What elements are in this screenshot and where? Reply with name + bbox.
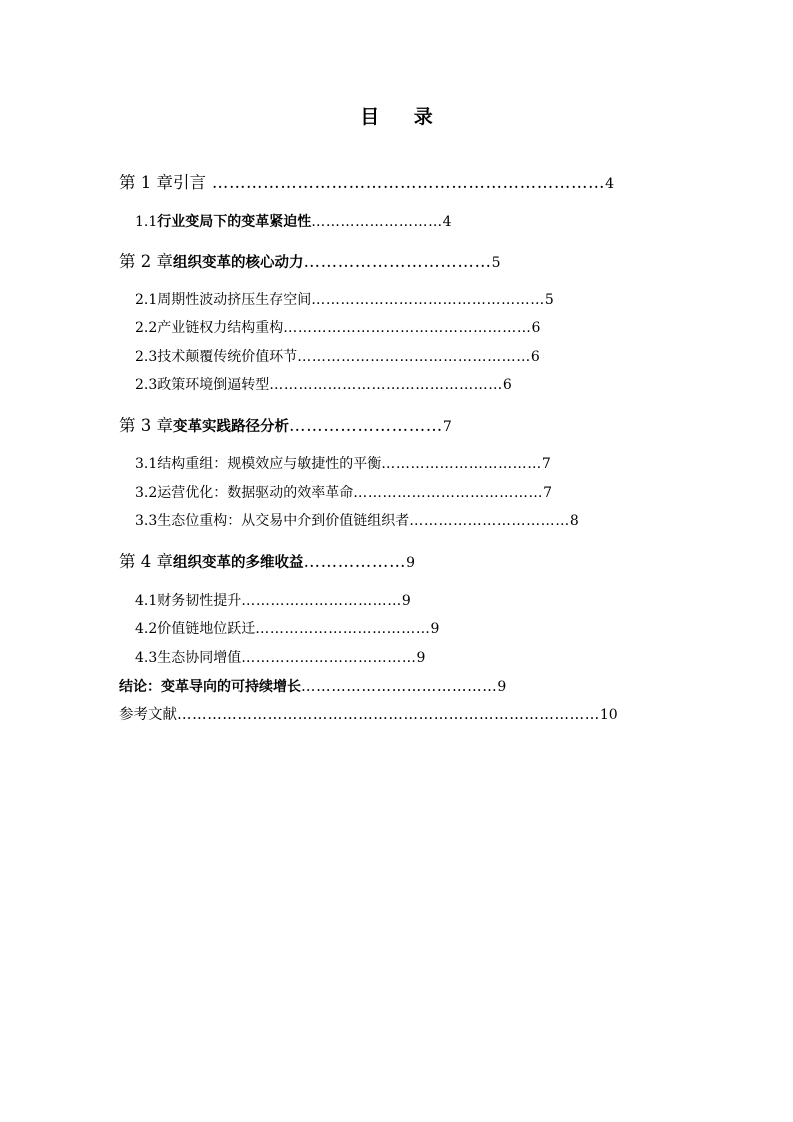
toc-page-number: 7 bbox=[442, 419, 452, 435]
toc-title: 引言 bbox=[173, 173, 206, 192]
toc-page-number: 4 bbox=[605, 176, 615, 192]
toc-leader: …………………………… bbox=[303, 252, 492, 271]
toc-title: 变革实践路径分析 bbox=[173, 418, 289, 435]
toc-number: 3.1 bbox=[135, 456, 158, 472]
toc-page-number: 9 bbox=[497, 679, 507, 695]
toc-page-number: 6 bbox=[531, 320, 541, 336]
toc-leader: ……………………………… bbox=[241, 650, 417, 666]
toc-entry[interactable] bbox=[135, 288, 554, 312]
toc-entry[interactable] bbox=[119, 414, 452, 439]
toc-leader: ………………………………………… bbox=[311, 292, 545, 308]
toc-entry[interactable] bbox=[135, 646, 425, 670]
toc-page-number: 4 bbox=[442, 214, 452, 230]
toc-leader: …………………………… bbox=[409, 513, 570, 529]
toc-entry[interactable] bbox=[135, 316, 540, 340]
toc-title: 产业链权力结构重构 bbox=[157, 320, 284, 336]
toc-leader: ……………… bbox=[303, 552, 407, 571]
toc-entry[interactable] bbox=[135, 589, 411, 613]
toc-page-number: 9 bbox=[406, 555, 416, 571]
toc-title: 运营优化：数据驱动的效率革命 bbox=[157, 485, 354, 501]
toc-entry[interactable] bbox=[135, 617, 439, 641]
toc-entry[interactable] bbox=[135, 481, 552, 505]
toc-leader: ………………………………… bbox=[301, 679, 498, 695]
toc-leader: ……………………………… bbox=[255, 621, 431, 637]
toc-leader: ………………………………… bbox=[353, 485, 544, 501]
toc-leader: …………………………………………………………… bbox=[206, 173, 606, 192]
toc-title: 组织变革的核心动力 bbox=[173, 254, 304, 271]
toc-number: 2.3 bbox=[135, 377, 158, 393]
toc-page-number: 6 bbox=[502, 377, 512, 393]
toc-title: 技术颠覆传统价值环节 bbox=[157, 349, 298, 365]
toc-title: 结构重组：规模效应与敏捷性的平衡 bbox=[157, 456, 382, 472]
toc-title: 政策环境倒逼转型 bbox=[157, 377, 270, 393]
toc-title: 组织变革的多维收益 bbox=[173, 554, 304, 571]
toc-number: 2.3 bbox=[135, 349, 158, 365]
toc-page-number: 8 bbox=[569, 513, 579, 529]
toc-title: 结论：变革导向的可持续增长 bbox=[119, 679, 301, 695]
toc-leader: ………………………………………… bbox=[269, 377, 503, 393]
toc-leader: ………………………………………… bbox=[297, 349, 531, 365]
toc-number: 第 1 章 bbox=[119, 173, 173, 192]
toc-title: 财务韧性提升 bbox=[157, 593, 242, 609]
toc-number: 4.1 bbox=[135, 593, 158, 609]
toc-entry[interactable] bbox=[135, 210, 452, 234]
toc-page-number: 10 bbox=[599, 707, 618, 723]
toc-entry[interactable] bbox=[119, 550, 415, 575]
toc-page-number: 5 bbox=[491, 255, 501, 271]
toc-entry[interactable] bbox=[119, 675, 506, 699]
toc-entry[interactable] bbox=[119, 171, 614, 196]
toc-page-number: 7 bbox=[543, 485, 552, 501]
toc-number: 2.2 bbox=[135, 320, 158, 336]
toc-page-number: 5 bbox=[544, 292, 554, 308]
toc-leader: …………………………………………… bbox=[283, 320, 532, 336]
toc-number: 2.1 bbox=[135, 292, 158, 308]
toc-number: 4.3 bbox=[135, 650, 158, 666]
toc-page-number: 9 bbox=[401, 593, 411, 609]
toc-entry[interactable] bbox=[135, 509, 579, 533]
toc-leader: ……………………… bbox=[311, 214, 443, 230]
toc-entry[interactable] bbox=[135, 452, 551, 476]
toc-title: 行业变局下的变革紧迫性 bbox=[157, 214, 312, 230]
toc-number: 第 4 章 bbox=[119, 552, 173, 571]
toc-page-number: 9 bbox=[430, 621, 440, 637]
toc-number: 3.2 bbox=[135, 485, 158, 501]
toc-title: 参考文献 bbox=[119, 707, 177, 723]
toc-number: 1.1 bbox=[135, 214, 158, 230]
toc-number: 4.2 bbox=[135, 621, 158, 637]
toc-leader: …………………………… bbox=[241, 593, 402, 609]
toc-number: 3.3 bbox=[135, 513, 158, 529]
toc-title: 周期性波动挤压生存空间 bbox=[157, 292, 312, 308]
toc-leader: ……………………… bbox=[289, 416, 443, 435]
toc-leader: ………………………………………………………………………… bbox=[177, 707, 600, 723]
toc-title: 生态位重构：从交易中介到价值链组织者 bbox=[157, 513, 410, 529]
toc-entry[interactable] bbox=[119, 703, 618, 727]
toc-page-number: 7 bbox=[541, 456, 551, 472]
toc-page-number: 9 bbox=[416, 650, 426, 666]
toc-title: 生态协同增值 bbox=[157, 650, 242, 666]
toc-number: 第 3 章 bbox=[119, 416, 173, 435]
toc-leader: …………………………… bbox=[381, 456, 542, 472]
page-title: 目 录 bbox=[360, 106, 447, 128]
toc-title: 价值链地位跃迁 bbox=[157, 621, 256, 637]
toc-number: 第 2 章 bbox=[119, 252, 173, 271]
toc-entry[interactable] bbox=[135, 345, 540, 369]
toc-entry[interactable] bbox=[135, 373, 512, 397]
toc-entry[interactable] bbox=[119, 250, 501, 275]
toc-page-number: 6 bbox=[530, 349, 540, 365]
